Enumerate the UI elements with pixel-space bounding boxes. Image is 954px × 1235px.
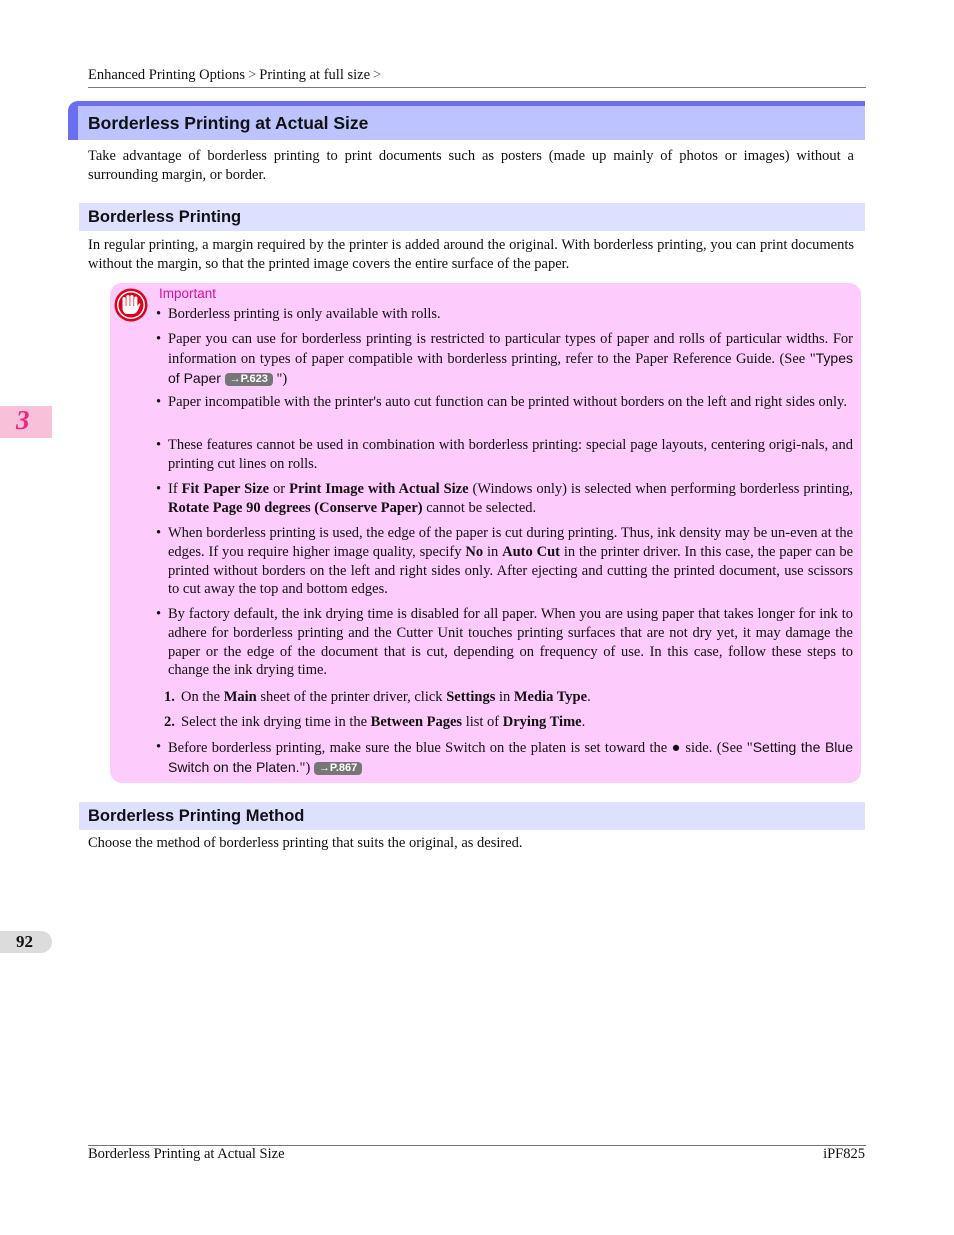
bullet: • bbox=[156, 739, 162, 755]
important-item: • These features cannot be used in combination with borderless printing: special page layouts, centering origi-nals, and printing cut lines on rolls. bbox=[156, 437, 853, 472]
bullet: • bbox=[156, 394, 162, 410]
link-blue-switch[interactable]: Setting the Blue Switch on the Platen. bbox=[168, 739, 853, 775]
section-heading-borderless-method bbox=[79, 802, 865, 830]
breadcrumb-item-enhanced-printing[interactable]: Enhanced Printing Options bbox=[88, 67, 246, 83]
section-title: Borderless Printing Method bbox=[88, 807, 305, 825]
page-title: Borderless Printing at Actual Size bbox=[88, 113, 369, 133]
step-item: 1. On the Main sheet of the printer driver, click Settings in Media Type. bbox=[164, 689, 591, 705]
important-item: • Borderless printing is only available with rolls. bbox=[156, 306, 441, 322]
section-heading-borderless-printing bbox=[79, 203, 865, 231]
important-item: • Paper you can use for borderless printing is restricted to particular types of paper and rolls of particular widths. For information on types of paper compatible with borderless printing, refer to the Paper Reference Guide. (See "Types of Paper →P.623 ") bbox=[156, 331, 853, 387]
hand-stop-icon bbox=[113, 287, 149, 323]
bullet: • bbox=[156, 306, 162, 322]
important-item: • Paper incompatible with the printer's auto cut function can be printed without borders on the left and right sides only. bbox=[156, 394, 847, 410]
section-paragraph: In regular printing, a margin required by the printer is added around the original. With borderless printing, you can print documents without the margin, so that the printed image covers the entire surface of the paper. bbox=[88, 237, 854, 272]
breadcrumb bbox=[88, 67, 384, 84]
important-item: • When borderless printing is used, the edge of the paper is cut during printing. Thus, ink density may be un-even at the edges. If you require higher image quality, specify No in Auto Cut in the printer driver. In this case, the paper can be printed without borders on the left and right sides only. After ejecting and cutting the printed document, use scissors to cut away the top and bottom edges. bbox=[156, 525, 854, 598]
bullet: • bbox=[156, 481, 162, 497]
section-paragraph: Choose the method of borderless printing that suits the original, as desired. bbox=[88, 835, 523, 851]
important-item: • Before borderless printing, make sure the blue Switch on the platen is set toward the ● side. (See "Setting the Blue Switch on the Platen.") →P.867 bbox=[156, 739, 853, 776]
important-item: • If Fit Paper Size or Print Image with Actual Size (Windows only) is selected when performing borderless printing, Rotate Page 90 degrees (Conserve Paper) cannot be selected. bbox=[156, 481, 853, 516]
important-item: • By factory default, the ink drying time is disabled for all paper. When you are using paper that takes longer for ink to adhere for borderless printing and the Cutter Unit touches printing surfaces that are not dry yet, it may damage the paper or the edge of the document that is cut, depending on frequency of use. In this case, follow these steps to change the ink drying time. bbox=[156, 606, 853, 679]
chapter-number: 3 bbox=[16, 405, 30, 435]
breadcrumb-separator: > bbox=[373, 67, 382, 83]
bullet: • bbox=[156, 525, 162, 541]
breadcrumb-item-full-size[interactable]: Printing at full size bbox=[259, 67, 371, 83]
page-number-tab bbox=[0, 931, 52, 953]
intro-paragraph: Take advantage of borderless printing to print documents such as posters (made up mainly of photos or images) without a surrounding margin, or border. bbox=[88, 148, 854, 183]
step-item: 2. Select the ink drying time in the Between Pages list of Drying Time. bbox=[164, 714, 586, 730]
link-types-of-paper[interactable]: Types of Paper bbox=[168, 349, 853, 386]
footer-model: iPF825 bbox=[823, 1146, 865, 1162]
chapter-tab[interactable] bbox=[0, 406, 52, 438]
page-number: 92 bbox=[16, 932, 33, 951]
important-label: Important bbox=[159, 286, 217, 301]
page-reference-badge[interactable]: →P.623 bbox=[225, 373, 273, 386]
breadcrumb-separator: > bbox=[248, 67, 257, 83]
bullet: • bbox=[156, 606, 162, 622]
section-title: Borderless Printing bbox=[88, 208, 242, 226]
main-heading-bar bbox=[68, 101, 865, 140]
bullet: • bbox=[156, 331, 162, 347]
page-reference-badge[interactable]: →P.867 bbox=[314, 762, 362, 775]
header-rule bbox=[88, 87, 866, 88]
bullet: • bbox=[156, 437, 162, 453]
footer-title: Borderless Printing at Actual Size bbox=[88, 1146, 285, 1162]
